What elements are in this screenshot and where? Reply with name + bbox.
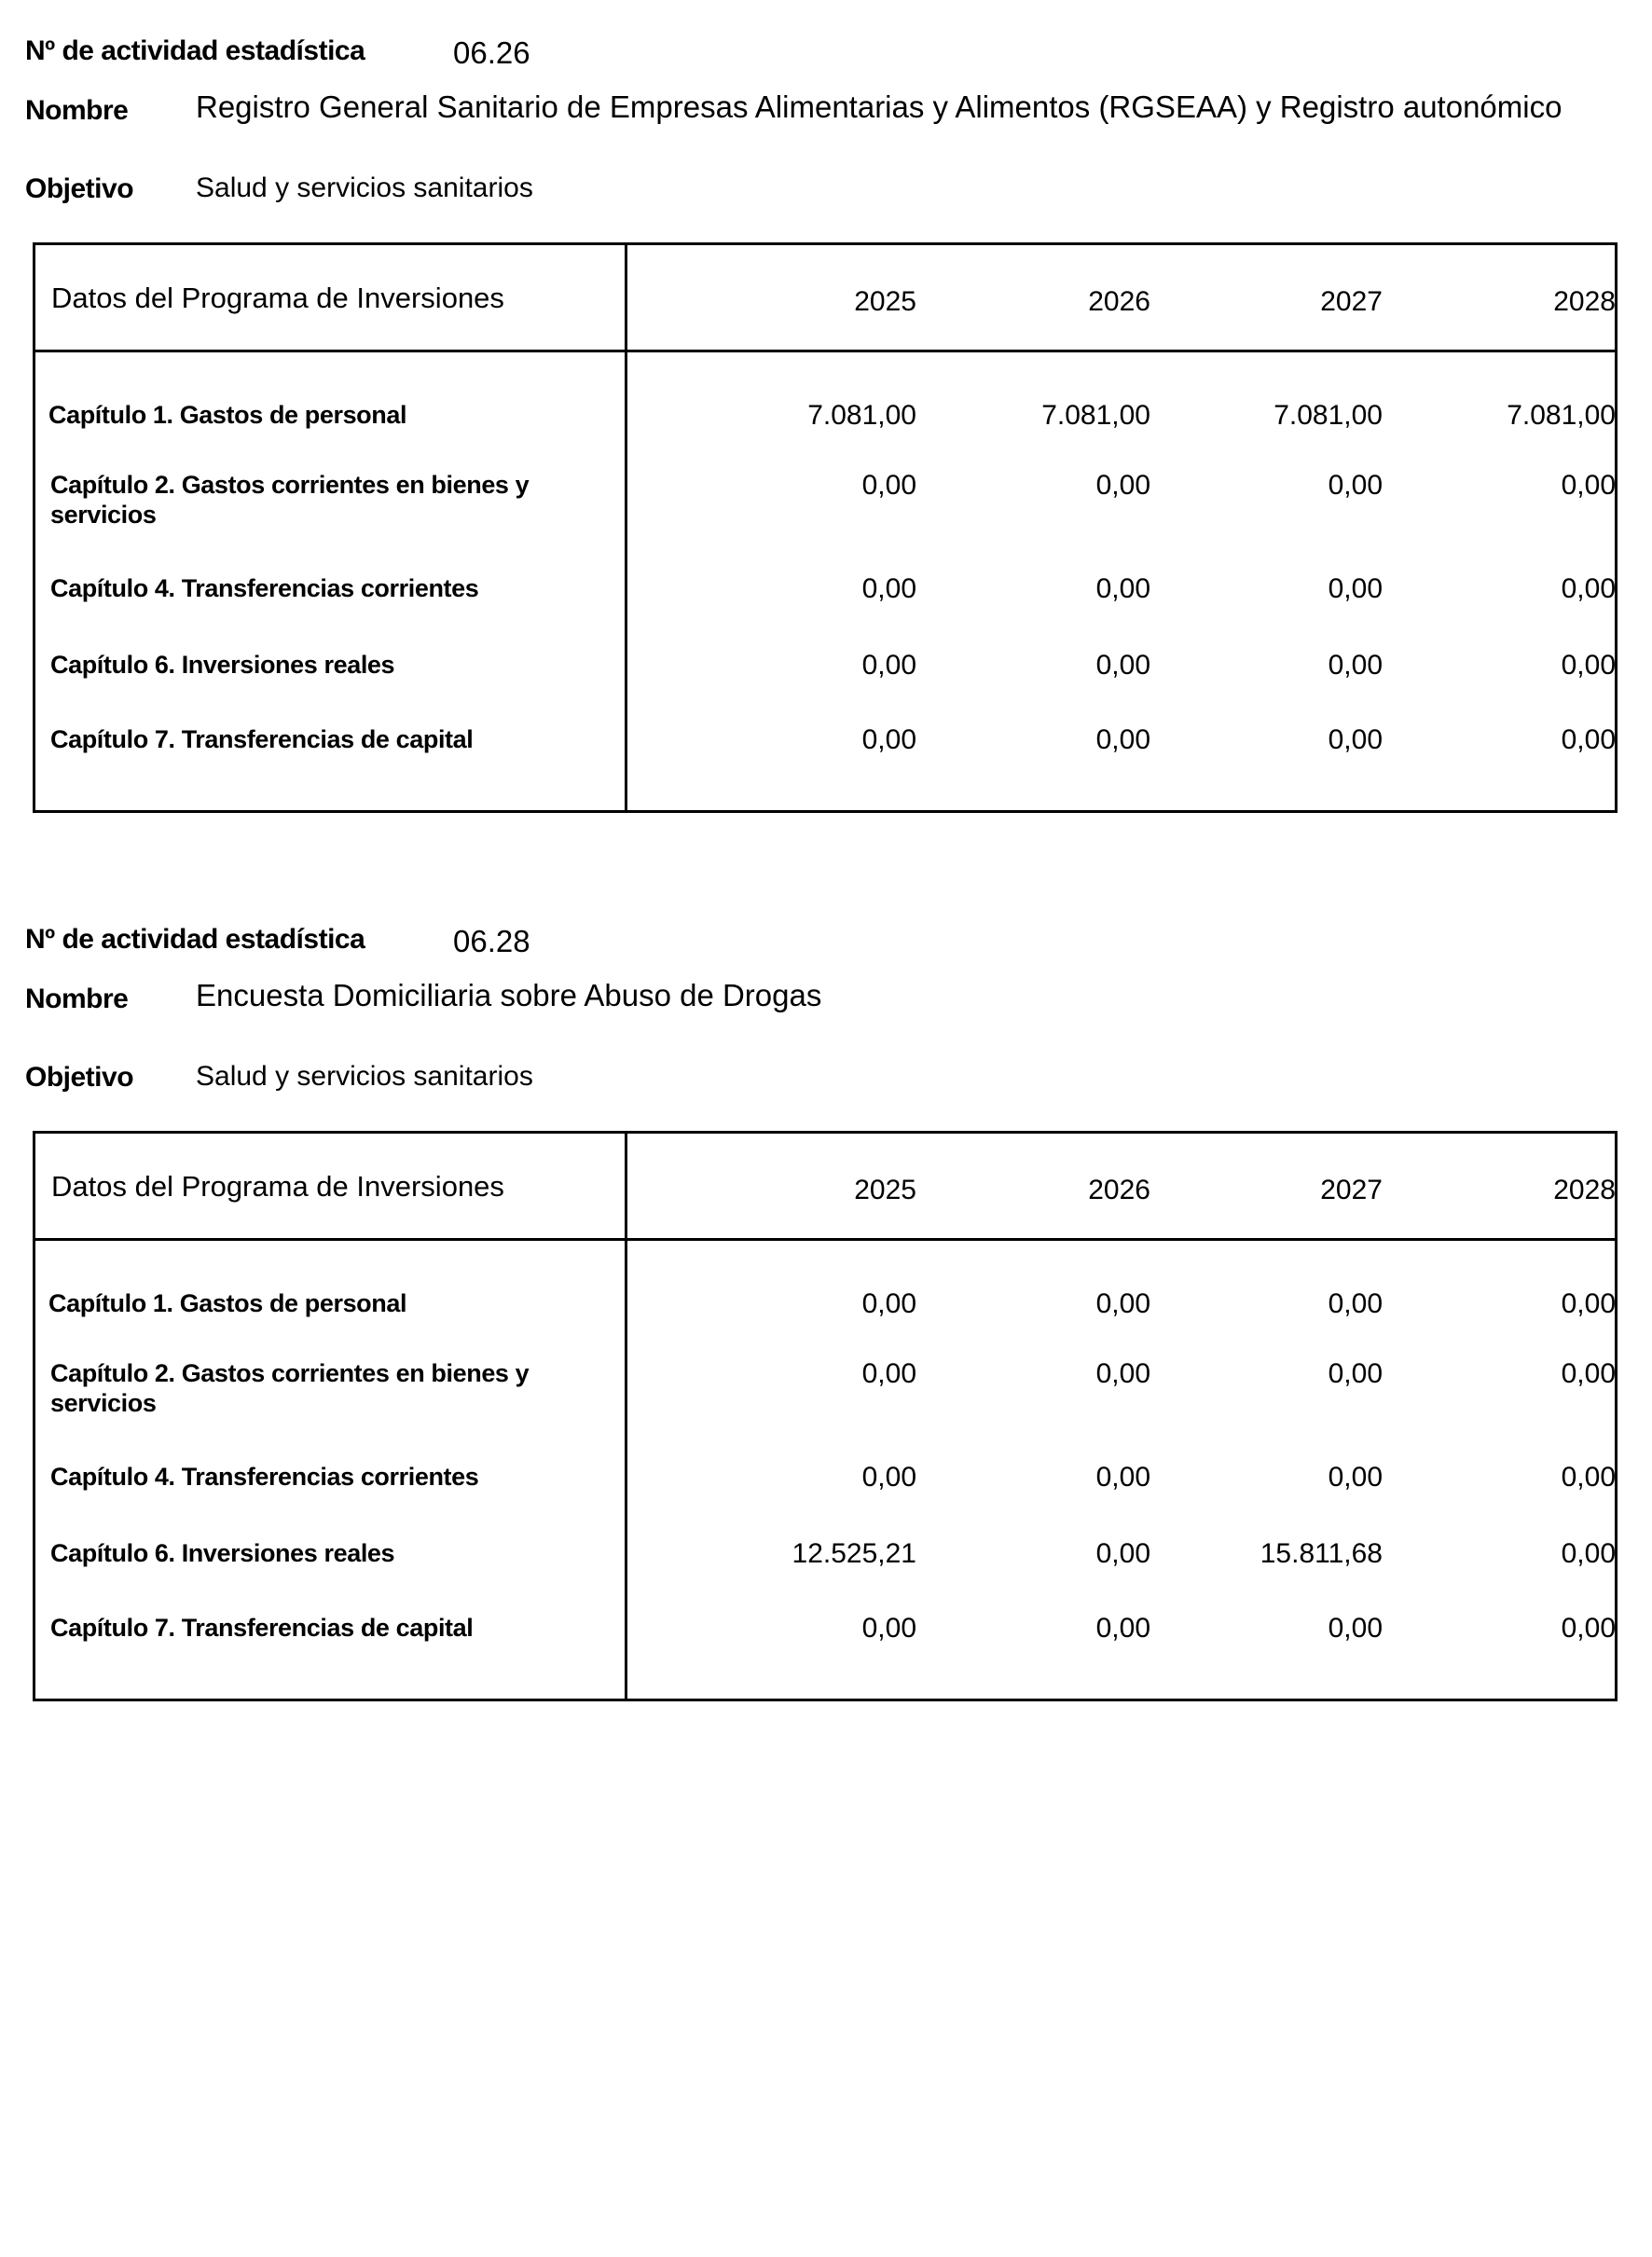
activity-section-1 <box>0 0 1652 839</box>
year-header: 2025 <box>854 286 916 317</box>
table-cell: 0,00 <box>1561 1462 1616 1493</box>
table-cell: 0,00 <box>861 1288 916 1319</box>
objective-value: Salud y servicios sanitarios <box>196 172 533 203</box>
table-cell: 0,00 <box>1561 1538 1616 1569</box>
table-cell: 0,00 <box>1328 1462 1383 1493</box>
table-cell: 0,00 <box>1561 573 1616 604</box>
table-cell: 0,00 <box>861 650 916 681</box>
table-row-label: Capítulo 6. Inversiones reales <box>50 1539 395 1567</box>
table-cell: 0,00 <box>1328 724 1383 755</box>
table-cell: 0,00 <box>1561 470 1616 501</box>
table-row-label: Capítulo 6. Inversiones reales <box>50 651 395 679</box>
objective-value: Salud y servicios sanitarios <box>196 1061 533 1092</box>
year-header: 2025 <box>854 1175 916 1205</box>
header-divider <box>35 1238 1615 1241</box>
table-cell: 0,00 <box>861 1613 916 1644</box>
objective-label: Objetivo <box>25 173 134 204</box>
year-header: 2027 <box>1320 286 1383 317</box>
objective-label: Objetivo <box>25 1062 134 1093</box>
table-cell: 0,00 <box>1095 724 1150 755</box>
table-cell: 0,00 <box>1095 573 1150 604</box>
table-cell: 7.081,00 <box>1507 400 1616 431</box>
table-cell: 0,00 <box>1328 1613 1383 1644</box>
table-cell: 0,00 <box>1328 1288 1383 1319</box>
table-cell: 0,00 <box>1095 1358 1150 1389</box>
activity-number-value: 06.26 <box>453 35 530 70</box>
table-cell: 0,00 <box>861 724 916 755</box>
activity-number-value: 06.28 <box>453 924 530 958</box>
table-cell: 0,00 <box>1328 650 1383 681</box>
table-cell: 0,00 <box>861 573 916 604</box>
table-title: Datos del Programa de Inversiones <box>51 1170 504 1203</box>
table-cell: 0,00 <box>1095 1462 1150 1493</box>
year-header: 2026 <box>1088 1175 1150 1205</box>
table-cell: 0,00 <box>1561 650 1616 681</box>
activity-number-label: Nº de actividad estadística <box>25 35 365 66</box>
investment-table <box>33 242 1618 813</box>
table-cell: 0,00 <box>861 1462 916 1493</box>
table-row-label: Capítulo 2. Gastos corrientes en bienes y servicios <box>50 1359 530 1417</box>
table-cell: 0,00 <box>1328 1358 1383 1389</box>
table-row-label: Capítulo 4. Transferencias corrientes <box>50 1463 479 1491</box>
name-value: Encuesta Domiciliaria sobre Abuso de Drogas <box>196 978 822 1012</box>
table-cell: 7.081,00 <box>1273 400 1383 431</box>
table-cell: 0,00 <box>1561 1613 1616 1644</box>
name-value: Registro General Sanitario de Empresas Alimentarias y Alimentos (RGSEAA) y Registro autonómico <box>196 89 1563 124</box>
table-cell: 12.525,21 <box>792 1538 916 1569</box>
name-label: Nombre <box>25 95 129 126</box>
table-cell: 0,00 <box>1095 1288 1150 1319</box>
table-cell: 0,00 <box>1095 470 1150 501</box>
table-row-label: Capítulo 2. Gastos corrientes en bienes y servicios <box>50 471 530 529</box>
column-divider <box>625 1134 627 1699</box>
table-row-label: Capítulo 7. Transferencias de capital <box>50 725 474 753</box>
table-cell: 15.811,68 <box>1260 1538 1383 1569</box>
table-title: Datos del Programa de Inversiones <box>51 282 504 314</box>
table-cell: 0,00 <box>861 1358 916 1389</box>
year-header: 2027 <box>1320 1175 1383 1205</box>
table-row-label: Capítulo 1. Gastos de personal <box>48 1289 407 1317</box>
table-cell: 7.081,00 <box>1041 400 1150 431</box>
activity-section-2 <box>0 888 1652 1727</box>
table-cell: 0,00 <box>1561 724 1616 755</box>
investment-table <box>33 1131 1618 1701</box>
table-cell: 7.081,00 <box>807 400 916 431</box>
table-row-label: Capítulo 7. Transferencias de capital <box>50 1614 474 1642</box>
name-label: Nombre <box>25 984 129 1014</box>
header-divider <box>35 350 1615 352</box>
table-row-label: Capítulo 4. Transferencias corrientes <box>50 574 479 602</box>
table-cell: 0,00 <box>1095 1538 1150 1569</box>
table-cell: 0,00 <box>1561 1288 1616 1319</box>
year-header: 2026 <box>1088 286 1150 317</box>
table-cell: 0,00 <box>1328 470 1383 501</box>
year-header: 2028 <box>1553 1175 1616 1205</box>
table-cell: 0,00 <box>861 470 916 501</box>
table-cell: 0,00 <box>1095 1613 1150 1644</box>
activity-number-label: Nº de actividad estadística <box>25 924 365 955</box>
table-cell: 0,00 <box>1561 1358 1616 1389</box>
table-cell: 0,00 <box>1328 573 1383 604</box>
table-row-label: Capítulo 1. Gastos de personal <box>48 401 407 429</box>
year-header: 2028 <box>1553 286 1616 317</box>
column-divider <box>625 245 627 810</box>
table-cell: 0,00 <box>1095 650 1150 681</box>
